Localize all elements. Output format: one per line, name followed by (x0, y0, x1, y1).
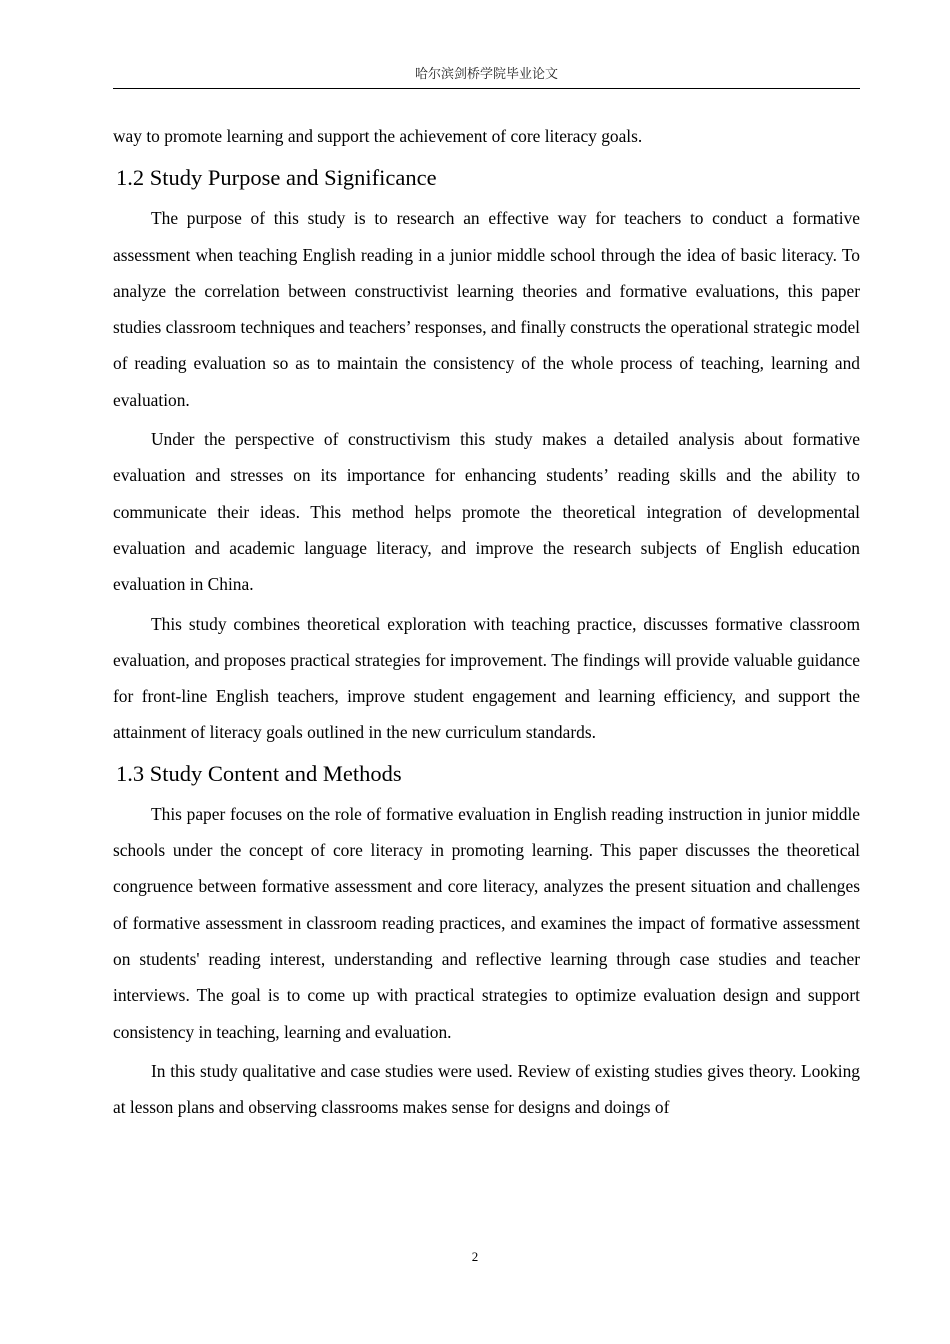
continuation-paragraph: way to promote learning and support the achievement of core literacy goals. (113, 126, 643, 146)
paragraph-1-3-2: In this study qualitative and case studies were used. Review of existing studies gives theory. Looking at lesson plans and observing classrooms makes sense for designs and doings of (113, 1060, 860, 1118)
paragraph-1-2-1: The purpose of this study is to research an effective way for teachers to conduct a formative assessment when teaching English reading in a junior middle school through the idea of basic literacy. To analyze the correlation between constructivist learning theories and formative evaluations, this paper studies classroom techniques and teachers’ responses, and finally constructs the operational strategic model of reading evaluation so as to maintain the consistency of the whole process of teaching, learning and evaluation. (113, 208, 860, 410)
header-divider (113, 88, 860, 89)
page-number: 2 (471, 1249, 479, 1264)
page-header: 哈尔滨剑桥学院毕业论文 (414, 67, 558, 82)
section-heading-1-2: 1.2 Study Purpose and Significance (116, 165, 437, 191)
paragraph-1-2-2: Under the perspective of constructivism this study makes a detailed analysis about formative evaluation and stresses on its importance for enhancing students’ reading skills and the ability to communicate their ideas. This method helps promote the theoretical integration of developmental evaluation and academic language literacy, and improve the research subjects of English education evaluation in China. (113, 429, 860, 595)
paragraph-1-2-3: This study combines theoretical exploration with teaching practice, discusses formative classroom evaluation, and proposes practical strategies for improvement. The findings will provide valuable guidance for front-line English teachers, improve student engagement and learning efficiency, and support the attainment of literacy goals outlined in the new curriculum standards. (113, 613, 860, 743)
paragraph-1-3-1: This paper focuses on the role of formative evaluation in English reading instruction in junior middle schools under the concept of core literacy in promoting learning. This paper discusses the theoretical congruence between formative assessment and core literacy, analyzes the present situation and challenges of formative assessment in classroom reading practices, and examines the impact of formative assessment on students' reading interest, understanding and reflective learning through case studies and teacher interviews. The goal is to come up with practical strategies to optimize evaluation design and support consistency in teaching, learning and evaluation. (113, 803, 860, 1042)
page-body (113, 118, 860, 1128)
section-heading-1-3: 1.3 Study Content and Methods (116, 760, 402, 786)
